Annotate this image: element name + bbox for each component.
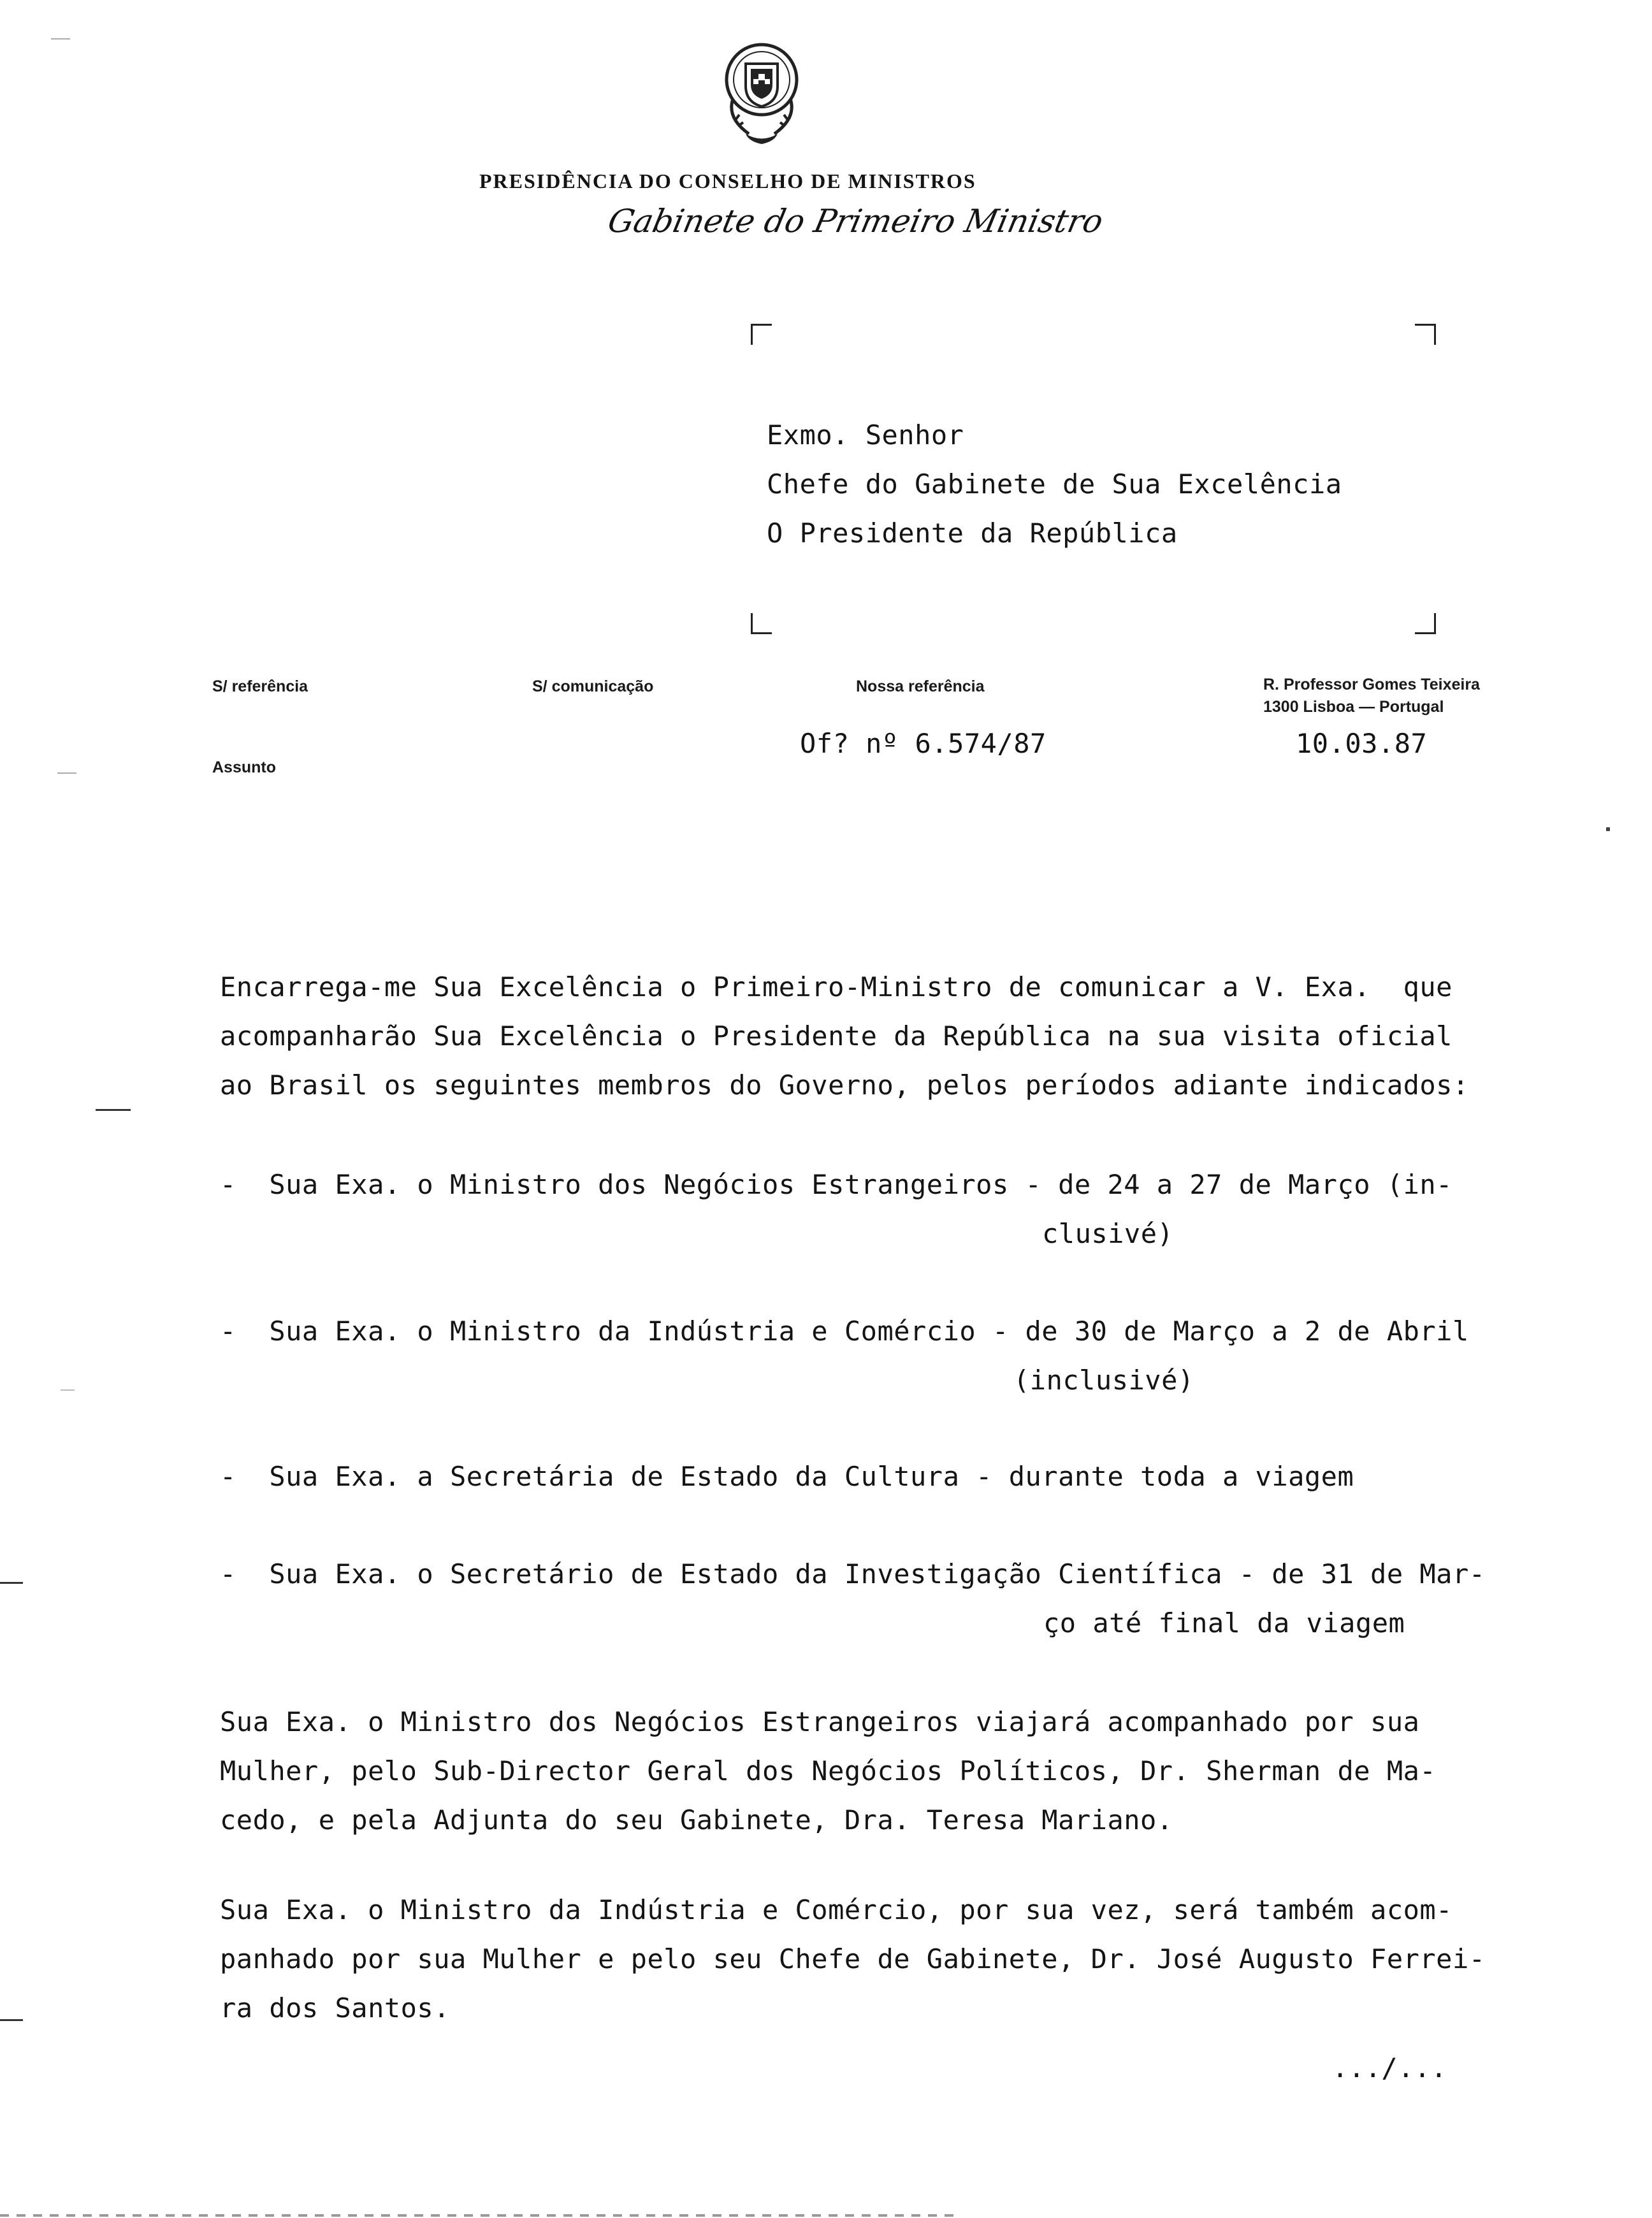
para2-line-1: Sua Exa. o Ministro dos Negócios Estrangeiros viajará acompanhado por sua xyxy=(220,1706,1420,1737)
addressee-line-3: O Presidente da República xyxy=(767,518,1178,549)
margin-mark xyxy=(0,2019,23,2021)
margin-mark xyxy=(1606,827,1610,831)
list-item-2-line-1: - Sua Exa. o Ministro da Indústria e Comércio - de 30 de Março a 2 de Abril xyxy=(220,1316,1469,1347)
list-item-4-line-2: ço até final da viagem xyxy=(1043,1607,1405,1639)
window-corner-bottom-right xyxy=(1415,613,1436,634)
margin-mark xyxy=(61,1389,75,1391)
continuation-marker: .../... xyxy=(1332,2052,1447,2084)
intro-line-1: Encarrega-me Sua Excelência o Primeiro-Ministro de comunicar a V. Exa. que xyxy=(220,971,1453,1003)
address-line-1: R. Professor Gomes Teixeira xyxy=(1263,676,1480,693)
addressee-line-1: Exmo. Senhor xyxy=(767,419,964,451)
nossa-referencia-label: Nossa referência xyxy=(856,678,985,695)
assunto-label: Assunto xyxy=(212,758,276,776)
margin-mark xyxy=(51,38,70,40)
intro-line-2: acompanharão Sua Excelência o Presidente da República na sua visita oficial xyxy=(220,1020,1453,1052)
list-item-1-line-2: clusivé) xyxy=(1042,1218,1174,1249)
margin-mark xyxy=(96,1109,131,1111)
list-item-3-line-1: - Sua Exa. a Secretária de Estado da Cultura - durante toda a viagem xyxy=(220,1461,1354,1492)
addressee-line-2: Chefe do Gabinete de Sua Excelência xyxy=(767,468,1342,500)
para2-line-3: cedo, e pela Adjunta do seu Gabinete, Dra. Teresa Mariano. xyxy=(220,1804,1173,1836)
margin-mark xyxy=(57,772,76,774)
para3-line-2: panhado por sua Mulher e pelo seu Chefe de Gabinete, Dr. José Augusto Ferrei- xyxy=(220,1943,1486,1975)
header-title: PRESIDÊNCIA DO CONSELHO DE MINISTROS xyxy=(479,170,976,192)
letter-date: 10.03.87 xyxy=(1296,728,1428,759)
margin-mark xyxy=(0,1582,23,1584)
para3-line-3: ra dos Santos. xyxy=(220,1992,451,2024)
s-referencia-label: S/ referência xyxy=(212,678,308,695)
window-corner-top-right xyxy=(1415,324,1436,345)
coat-of-arms-emblem xyxy=(720,38,803,153)
list-item-4-line-1: - Sua Exa. o Secretário de Estado da Investigação Científica - de 31 de Mar- xyxy=(220,1558,1486,1590)
header-subtitle-script: Gabinete do Primeiro Ministro xyxy=(604,203,1106,240)
para3-line-1: Sua Exa. o Ministro da Indústria e Comércio, por sua vez, será também acom- xyxy=(220,1894,1453,1925)
scan-edge-mark xyxy=(0,2214,956,2217)
para2-line-2: Mulher, pelo Sub-Director Geral dos Negócios Políticos, Dr. Sherman de Ma- xyxy=(220,1755,1437,1787)
list-item-2-line-2: (inclusivé) xyxy=(1013,1365,1194,1396)
list-item-1-line-1: - Sua Exa. o Ministro dos Negócios Estrangeiros - de 24 a 27 de Março (in- xyxy=(220,1169,1453,1200)
window-corner-top-left xyxy=(751,324,772,345)
nossa-referencia-value: Of? nº 6.574/87 xyxy=(800,728,1047,759)
intro-line-3: ao Brasil os seguintes membros do Governo, pelos períodos adiante indicados: xyxy=(220,1069,1469,1101)
s-comunicacao-label: S/ comunicação xyxy=(532,678,654,695)
window-corner-bottom-left xyxy=(751,613,772,634)
address-line-2: 1300 Lisboa — Portugal xyxy=(1263,698,1444,716)
